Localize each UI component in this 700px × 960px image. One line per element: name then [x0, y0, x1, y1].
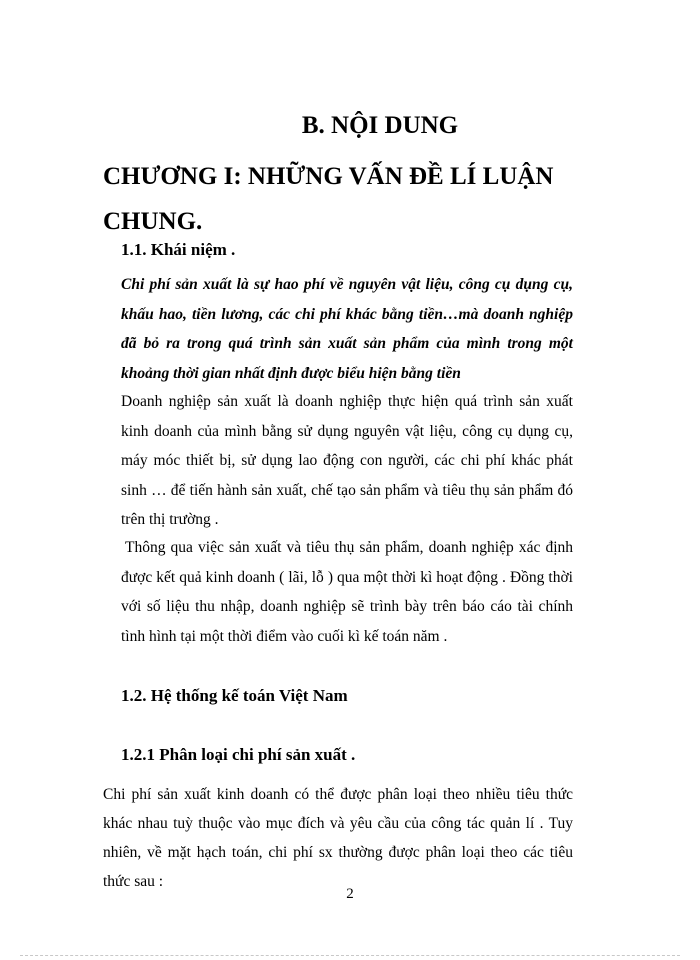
section-heading-1-2-1: 1.2.1 Phân loại chi phí sản xuất . [121, 745, 356, 764]
definition-paragraph: Chi phí sản xuất là sự hao phí về nguyên vật liệu, công cụ dụng cụ, khấu hao, tiền lương, các chi phí khác bằng tiền…mà doanh nghiệp đã bỏ ra trong quá trình sản xuất sản phẩm của mình trong một khoảng thời gian nhất định được biểu hiện bằng tiền [121, 276, 573, 382]
page-bottom-divider [20, 955, 680, 956]
classification-paragraph: Chi phí sản xuất kinh doanh có thể được phân loại theo nhiều tiêu thức khác nhau tuỳ thuộc vào mục đích và yêu cầu của công tác quản lí . Tuy nhiên, về mặt hạch toán, chi phí sx thường được phân loại theo các tiêu thức sau : [103, 786, 573, 890]
body-paragraph-2: Thông qua việc sản xuất và tiêu thụ sản phẩm, doanh nghiệp xác định được kết quả kinh doanh ( lãi, lỗ ) qua một thời kì hoạt động . Đồng thời với số liệu thu nhập, doanh nghiệp sẽ trình bày trên báo cáo tài chính tình hình tại một thời điểm vào cuối kì kế toán năm . [121, 539, 573, 645]
part-title: B. NỘI DUNG [301, 112, 459, 139]
page-number: 2 [346, 886, 354, 902]
section-heading-1-2: 1.2. Hệ thống kế toán Việt Nam [121, 686, 348, 705]
section-heading-1-1: 1.1. Khái niệm . [121, 240, 236, 259]
chapter-title: CHƯƠNG I: NHỮNG VẤN ĐỀ LÍ LUẬN CHUNG. [103, 163, 554, 235]
body-paragraph-1: Doanh nghiệp sản xuất là doanh nghiệp thực hiện quá trình sản xuất kinh doanh của mình bằng sử dụng nguyên vật liệu, công cụ dụng cụ, máy móc thiết bị, sử dụng lao động con người, các chi phí khác phát sinh … để tiến hành sản xuất, chế tạo sản phẩm và tiêu thụ sản phẩm đó trên thị trường . [121, 393, 573, 528]
